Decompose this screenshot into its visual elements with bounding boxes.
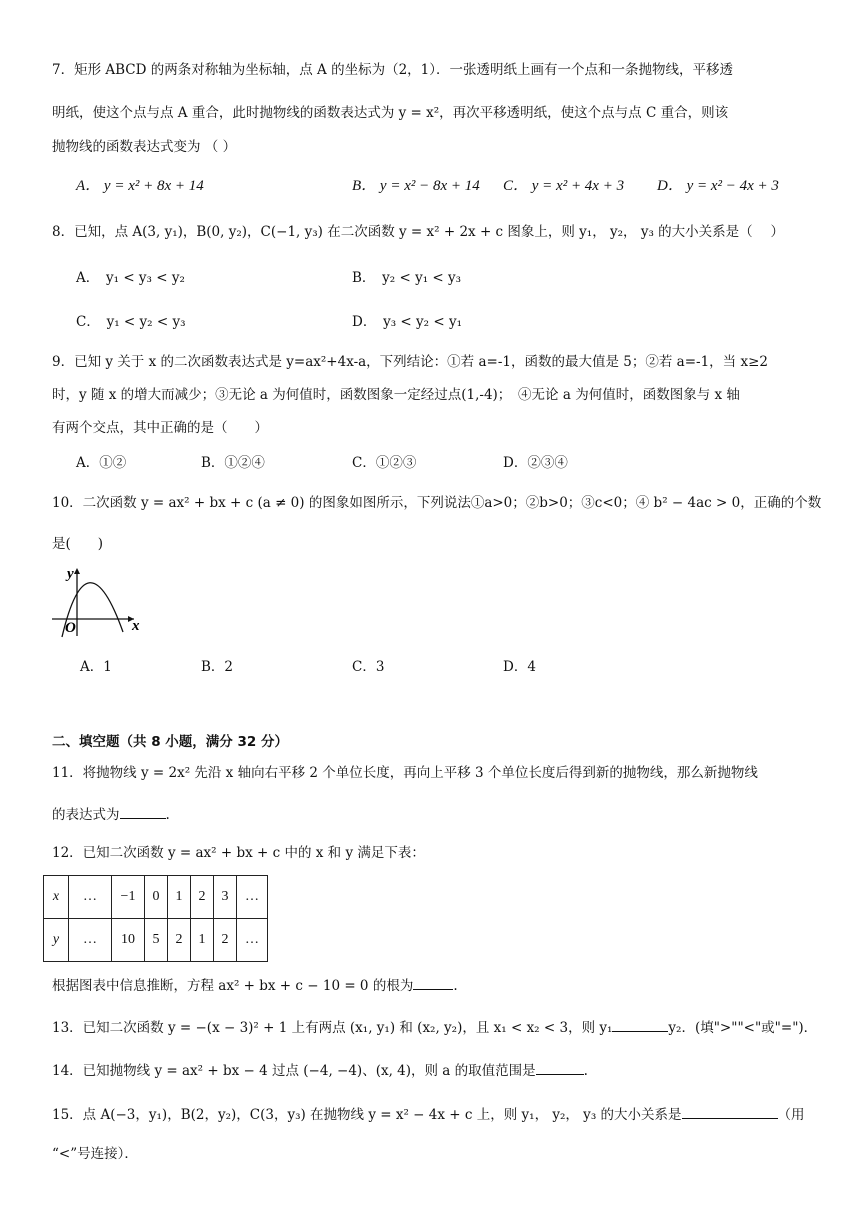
- y-axis-arrow: [74, 568, 80, 574]
- q8-option-a[interactable]: A． y₁ < y₃ < y₂: [76, 270, 185, 286]
- parabola-graph: [50, 562, 150, 638]
- q9-option-a[interactable]: A．①②: [76, 455, 127, 471]
- table-cell: …: [69, 876, 112, 919]
- answer-blank[interactable]: [536, 1060, 584, 1075]
- origin-label: O: [65, 620, 76, 636]
- q15-end: （用: [777, 1107, 805, 1123]
- q9-option-d[interactable]: D．②③④: [503, 455, 568, 471]
- q13-line: [52, 1017, 817, 1038]
- x-axis-label: x: [132, 618, 140, 634]
- q9-line1: 9．已知 y 关于 x 的二次函数表达式是 y=ax²+4x-a，下列结论：①若 a=-1，函数的最大值是 5；②若 a=-1，当 x≥2: [52, 354, 768, 370]
- q7-option-b[interactable]: B． y = x² − 8x + 14: [352, 178, 480, 194]
- q12-followup-end: .: [453, 978, 458, 994]
- table-cell: −1: [112, 876, 145, 919]
- q7-line1: 7．矩形 ABCD 的两条对称轴为坐标轴，点 A 的坐标为（2，1）．一张透明纸上画有一个点和一条抛物线，平移透: [52, 62, 734, 78]
- q8-option-d[interactable]: D． y₃ < y₂ < y₁: [352, 314, 462, 330]
- q10-option-d[interactable]: D．4: [503, 659, 536, 675]
- q14-text: 14．已知抛物线 y = ax² + bx − 4 过点 (−4, −4)、(x, 4)，则 a 的取值范围是: [52, 1063, 536, 1079]
- table-cell: 2: [191, 876, 214, 919]
- q10-option-c[interactable]: C．3: [352, 659, 385, 675]
- table-cell: 10: [112, 919, 145, 962]
- table-cell: 1: [168, 876, 191, 919]
- table-row: [44, 919, 268, 962]
- q12-followup-text: 根据图表中信息推断，方程 ax² + bx + c − 10 = 0 的根为: [52, 978, 414, 994]
- q14-line: [52, 1060, 588, 1081]
- q14-end: .: [583, 1063, 588, 1079]
- table-cell: x: [44, 876, 69, 919]
- q10-line1: 10．二次函数 y = ax² + bx + c (a ≠ 0) 的图象如图所示，下列说法①a>0；②b>0；③c<0；④ b² − 4ac > 0，正确的个数: [52, 495, 822, 511]
- q15-line2: “<”号连接）．: [52, 1146, 138, 1162]
- q7-line2: 明纸，使这个点与点 A 重合，此时抛物线的函数表达式为 y = x²，再次平移透明纸，使这个点与点 C 重合，则该: [52, 105, 729, 121]
- answer-blank[interactable]: [682, 1104, 778, 1119]
- table-cell: …: [69, 919, 112, 962]
- q13-text: 13．已知二次函数 y = −(x − 3)² + 1 上有两点 (x₁, y₁) 和 (x₂, y₂)，且 x₁ < x₂ < 3，则 y₁: [52, 1020, 613, 1036]
- q10-option-b[interactable]: B．2: [201, 659, 234, 675]
- q8-option-c[interactable]: C． y₁ < y₂ < y₃: [76, 314, 186, 330]
- q9-option-c[interactable]: C．①②③: [352, 455, 417, 471]
- y-axis-label: y: [67, 566, 74, 582]
- q7-line3: 抛物线的函数表达式变为 （ ）: [52, 139, 237, 155]
- table-cell: …: [237, 876, 268, 919]
- q8-option-b[interactable]: B． y₂ < y₁ < y₃: [352, 270, 462, 286]
- q15-text: 15．点 A(−3，y₁)，B(2，y₂)，C(3，y₃) 在抛物线 y = x² − 4x + c 上，则 y₁， y₂， y₃ 的大小关系是: [52, 1107, 682, 1123]
- q9-line3: 有两个交点，其中正确的是（ ）: [52, 420, 268, 436]
- q11-line2-text: 的表达式为: [52, 807, 120, 823]
- q7-option-a[interactable]: A． y = x² + 8x + 14: [76, 178, 204, 194]
- q10-line2: 是( ): [52, 536, 104, 552]
- q11-line2-end: .: [165, 807, 170, 823]
- q15-line1: [52, 1104, 805, 1125]
- q9-option-b[interactable]: B．①②④: [201, 455, 265, 471]
- section-title: 二、填空题（共 8 小题，满分 32 分）: [52, 734, 288, 750]
- answer-blank[interactable]: [120, 804, 166, 819]
- q7-option-d[interactable]: D． y = x² − 4x + 3: [657, 178, 779, 194]
- q9-line2: 时，y 随 x 的增大而减少；③无论 a 为何值时，函数图象一定经过点(1,-4)； ④无论 a 为何值时，函数图象与 x 轴: [52, 387, 740, 403]
- value-table: [43, 875, 268, 962]
- table-cell: 2: [214, 919, 237, 962]
- answer-blank[interactable]: [612, 1017, 668, 1032]
- table-cell: 3: [214, 876, 237, 919]
- table-cell: 5: [145, 919, 168, 962]
- q12-line1: 12．已知二次函数 y = ax² + bx + c 中的 x 和 y 满足下表：: [52, 845, 425, 861]
- q11-line2: [52, 804, 170, 825]
- q11-line1: 11．将抛物线 y = 2x² 先沿 x 轴向右平移 2 个单位长度，再向上平移 3 个单位长度后得到新的抛物线，那么新抛物线: [52, 765, 758, 781]
- table-cell: y: [44, 919, 69, 962]
- q13-end: y₂．(填">""<"或"=")．: [668, 1020, 818, 1036]
- answer-blank[interactable]: [413, 975, 453, 990]
- q7-option-c[interactable]: C． y = x² + 4x + 3: [503, 178, 625, 194]
- table-cell: …: [237, 919, 268, 962]
- q8-line1: 8．已知，点 A(3, y₁)，B(0, y₂)，C(−1, y₃) 在二次函数 y = x² + 2x + c 图象上，则 y₁， y₂， y₃ 的大小关系是（ ）: [52, 224, 784, 240]
- q10-option-a[interactable]: A．1: [80, 659, 112, 675]
- table-cell: 2: [168, 919, 191, 962]
- table-cell: 1: [191, 919, 214, 962]
- table-cell: 0: [145, 876, 168, 919]
- table-row: [44, 876, 268, 919]
- q12-followup: [52, 975, 458, 996]
